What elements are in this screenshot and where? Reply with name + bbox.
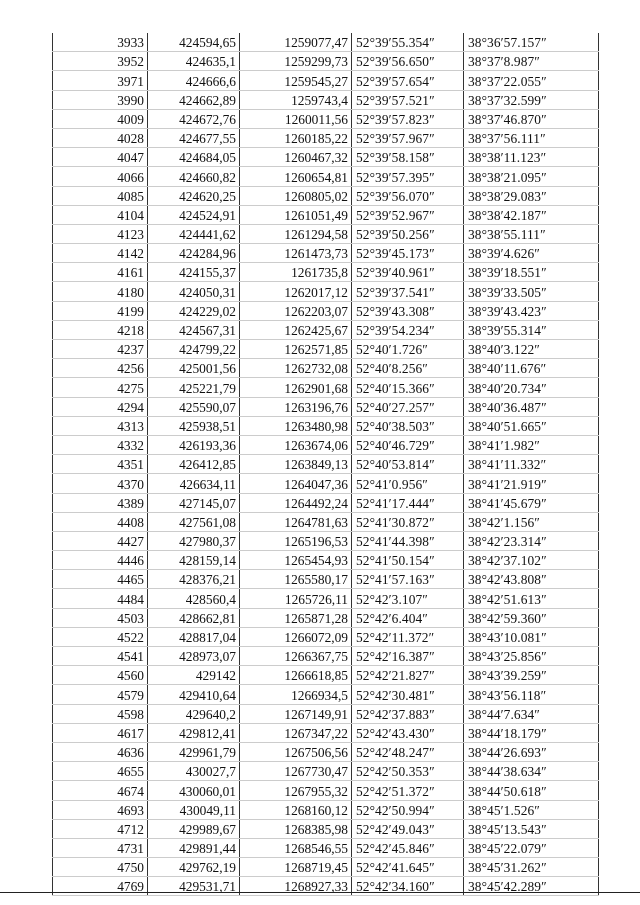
point-number-cell: 4484	[53, 589, 148, 608]
x-coordinate-cell: 424677,55	[148, 128, 240, 147]
latitude-cell: 52°42′37.883″	[352, 704, 464, 723]
longitude-cell: 38°41′21.919″	[464, 474, 599, 493]
latitude-cell: 52°42′11.372″	[352, 627, 464, 646]
x-coordinate-cell: 429640,2	[148, 704, 240, 723]
longitude-cell: 38°42′59.360″	[464, 608, 599, 627]
latitude-cell: 52°42′6.404″	[352, 608, 464, 627]
latitude-cell: 52°41′57.163″	[352, 570, 464, 589]
point-number-cell: 4503	[53, 608, 148, 627]
table-row	[53, 52, 599, 71]
x-coordinate-cell: 428662,81	[148, 608, 240, 627]
longitude-cell: 38°39′55.314″	[464, 320, 599, 339]
x-coordinate-cell: 430060,01	[148, 781, 240, 800]
longitude-cell: 38°39′33.505″	[464, 282, 599, 301]
point-number-cell: 4731	[53, 838, 148, 857]
x-coordinate-cell: 429531,71	[148, 877, 240, 896]
x-coordinate-cell: 428817,04	[148, 627, 240, 646]
x-coordinate-cell: 424635,1	[148, 52, 240, 71]
longitude-cell: 38°40′36.487″	[464, 397, 599, 416]
point-number-cell: 4047	[53, 148, 148, 167]
y-coordinate-cell: 1261735,8	[240, 263, 352, 282]
table-row	[53, 416, 599, 435]
x-coordinate-cell: 424662,89	[148, 90, 240, 109]
table-row	[53, 666, 599, 685]
longitude-cell: 38°39′43.423″	[464, 301, 599, 320]
table-row	[53, 90, 599, 109]
coordinate-table	[52, 33, 599, 896]
point-number-cell: 4275	[53, 378, 148, 397]
x-coordinate-cell: 424666,6	[148, 71, 240, 90]
point-number-cell: 3990	[53, 90, 148, 109]
y-coordinate-cell: 1267149,91	[240, 704, 352, 723]
table-row	[53, 128, 599, 147]
y-coordinate-cell: 1260805,02	[240, 186, 352, 205]
point-number-cell: 4655	[53, 762, 148, 781]
longitude-cell: 38°42′43.808″	[464, 570, 599, 589]
point-number-cell: 4332	[53, 435, 148, 454]
table-row	[53, 435, 599, 454]
point-number-cell: 4104	[53, 205, 148, 224]
longitude-cell: 38°41′1.982″	[464, 435, 599, 454]
x-coordinate-cell: 425221,79	[148, 378, 240, 397]
x-coordinate-cell: 427145,07	[148, 493, 240, 512]
y-coordinate-cell: 1265454,93	[240, 551, 352, 570]
table-row	[53, 148, 599, 167]
point-number-cell: 4370	[53, 474, 148, 493]
point-number-cell: 4085	[53, 186, 148, 205]
y-coordinate-cell: 1264492,24	[240, 493, 352, 512]
point-number-cell: 4617	[53, 723, 148, 742]
longitude-cell: 38°38′21.095″	[464, 167, 599, 186]
longitude-cell: 38°44′18.179″	[464, 723, 599, 742]
y-coordinate-cell: 1259077,47	[240, 33, 352, 52]
latitude-cell: 52°39′43.308″	[352, 301, 464, 320]
longitude-cell: 38°37′8.987″	[464, 52, 599, 71]
latitude-cell: 52°39′40.961″	[352, 263, 464, 282]
latitude-cell: 52°40′15.366″	[352, 378, 464, 397]
y-coordinate-cell: 1263849,13	[240, 455, 352, 474]
table-row	[53, 531, 599, 550]
longitude-cell: 38°44′50.618″	[464, 781, 599, 800]
x-coordinate-cell: 429142	[148, 666, 240, 685]
y-coordinate-cell: 1262571,85	[240, 340, 352, 359]
table-row	[53, 704, 599, 723]
latitude-cell: 52°42′48.247″	[352, 742, 464, 761]
y-coordinate-cell: 1265196,53	[240, 531, 352, 550]
point-number-cell: 4769	[53, 877, 148, 896]
x-coordinate-cell: 428159,14	[148, 551, 240, 570]
y-coordinate-cell: 1266367,75	[240, 647, 352, 666]
point-number-cell: 4712	[53, 819, 148, 838]
y-coordinate-cell: 1260011,56	[240, 109, 352, 128]
point-number-cell: 4142	[53, 244, 148, 263]
latitude-cell: 52°39′57.654″	[352, 71, 464, 90]
longitude-cell: 38°42′37.102″	[464, 551, 599, 570]
latitude-cell: 52°42′3.107″	[352, 589, 464, 608]
longitude-cell: 38°45′13.543″	[464, 819, 599, 838]
table-row	[53, 397, 599, 416]
latitude-cell: 52°39′57.967″	[352, 128, 464, 147]
point-number-cell: 4313	[53, 416, 148, 435]
table-row	[53, 608, 599, 627]
y-coordinate-cell: 1268160,12	[240, 800, 352, 819]
y-coordinate-cell: 1264781,63	[240, 512, 352, 531]
point-number-cell: 4028	[53, 128, 148, 147]
table-row	[53, 762, 599, 781]
point-number-cell: 3933	[53, 33, 148, 52]
y-coordinate-cell: 1268385,98	[240, 819, 352, 838]
x-coordinate-cell: 430027,7	[148, 762, 240, 781]
latitude-cell: 52°40′38.503″	[352, 416, 464, 435]
y-coordinate-cell: 1263196,76	[240, 397, 352, 416]
x-coordinate-cell: 426634,11	[148, 474, 240, 493]
longitude-cell: 38°45′42.289″	[464, 877, 599, 896]
x-coordinate-cell: 427980,37	[148, 531, 240, 550]
x-coordinate-cell: 429961,79	[148, 742, 240, 761]
longitude-cell: 38°42′1.156″	[464, 512, 599, 531]
y-coordinate-cell: 1262732,08	[240, 359, 352, 378]
table-row	[53, 858, 599, 877]
x-coordinate-cell: 429989,67	[148, 819, 240, 838]
table-row	[53, 647, 599, 666]
y-coordinate-cell: 1260185,22	[240, 128, 352, 147]
x-coordinate-cell: 427561,08	[148, 512, 240, 531]
table-row	[53, 742, 599, 761]
point-number-cell: 4237	[53, 340, 148, 359]
y-coordinate-cell: 1265871,28	[240, 608, 352, 627]
x-coordinate-cell: 424441,62	[148, 224, 240, 243]
y-coordinate-cell: 1259743,4	[240, 90, 352, 109]
y-coordinate-cell: 1263480,98	[240, 416, 352, 435]
longitude-cell: 38°40′3.122″	[464, 340, 599, 359]
table-row	[53, 109, 599, 128]
y-coordinate-cell: 1265726,11	[240, 589, 352, 608]
latitude-cell: 52°42′51.372″	[352, 781, 464, 800]
point-number-cell: 4522	[53, 627, 148, 646]
table-row	[53, 800, 599, 819]
latitude-cell: 52°40′8.256″	[352, 359, 464, 378]
latitude-cell: 52°41′50.154″	[352, 551, 464, 570]
point-number-cell: 4294	[53, 397, 148, 416]
y-coordinate-cell: 1262901,68	[240, 378, 352, 397]
table-row	[53, 589, 599, 608]
x-coordinate-cell: 428973,07	[148, 647, 240, 666]
x-coordinate-cell: 426412,85	[148, 455, 240, 474]
longitude-cell: 38°42′51.613″	[464, 589, 599, 608]
point-number-cell: 4389	[53, 493, 148, 512]
x-coordinate-cell: 426193,36	[148, 435, 240, 454]
latitude-cell: 52°39′56.650″	[352, 52, 464, 71]
latitude-cell: 52°42′43.430″	[352, 723, 464, 742]
y-coordinate-cell: 1259545,27	[240, 71, 352, 90]
longitude-cell: 38°43′10.081″	[464, 627, 599, 646]
table-row	[53, 186, 599, 205]
y-coordinate-cell: 1268546,55	[240, 838, 352, 857]
y-coordinate-cell: 1266072,09	[240, 627, 352, 646]
y-coordinate-cell: 1261473,73	[240, 244, 352, 263]
latitude-cell: 52°40′27.257″	[352, 397, 464, 416]
point-number-cell: 4427	[53, 531, 148, 550]
latitude-cell: 52°39′45.173″	[352, 244, 464, 263]
longitude-cell: 38°43′39.259″	[464, 666, 599, 685]
latitude-cell: 52°40′53.814″	[352, 455, 464, 474]
latitude-cell: 52°42′30.481″	[352, 685, 464, 704]
y-coordinate-cell: 1260467,32	[240, 148, 352, 167]
latitude-cell: 52°39′55.354″	[352, 33, 464, 52]
table-row	[53, 33, 599, 52]
y-coordinate-cell: 1263674,06	[240, 435, 352, 454]
table-row	[53, 819, 599, 838]
longitude-cell: 38°38′55.111″	[464, 224, 599, 243]
point-number-cell: 4579	[53, 685, 148, 704]
point-number-cell: 4465	[53, 570, 148, 589]
x-coordinate-cell: 425001,56	[148, 359, 240, 378]
table-row	[53, 263, 599, 282]
longitude-cell: 38°42′23.314″	[464, 531, 599, 550]
x-coordinate-cell: 424567,31	[148, 320, 240, 339]
table-row	[53, 723, 599, 742]
coordinate-table-body	[53, 33, 599, 896]
point-number-cell: 4598	[53, 704, 148, 723]
y-coordinate-cell: 1265580,17	[240, 570, 352, 589]
latitude-cell: 52°42′41.645″	[352, 858, 464, 877]
x-coordinate-cell: 424229,02	[148, 301, 240, 320]
point-number-cell: 4066	[53, 167, 148, 186]
table-row	[53, 340, 599, 359]
point-number-cell: 4674	[53, 781, 148, 800]
x-coordinate-cell: 424284,96	[148, 244, 240, 263]
point-number-cell: 4123	[53, 224, 148, 243]
point-number-cell: 4161	[53, 263, 148, 282]
x-coordinate-cell: 424672,76	[148, 109, 240, 128]
latitude-cell: 52°39′52.967″	[352, 205, 464, 224]
longitude-cell: 38°44′38.634″	[464, 762, 599, 781]
longitude-cell: 38°38′11.123″	[464, 148, 599, 167]
latitude-cell: 52°41′17.444″	[352, 493, 464, 512]
longitude-cell: 38°39′4.626″	[464, 244, 599, 263]
point-number-cell: 4199	[53, 301, 148, 320]
longitude-cell: 38°37′22.055″	[464, 71, 599, 90]
table-row	[53, 781, 599, 800]
x-coordinate-cell: 424594,65	[148, 33, 240, 52]
latitude-cell: 52°42′45.846″	[352, 838, 464, 857]
x-coordinate-cell: 425590,07	[148, 397, 240, 416]
point-number-cell: 4256	[53, 359, 148, 378]
table-row	[53, 474, 599, 493]
latitude-cell: 52°42′50.994″	[352, 800, 464, 819]
x-coordinate-cell: 430049,11	[148, 800, 240, 819]
y-coordinate-cell: 1266934,5	[240, 685, 352, 704]
table-row	[53, 320, 599, 339]
table-row	[53, 877, 599, 896]
point-number-cell: 4408	[53, 512, 148, 531]
latitude-cell: 52°39′56.070″	[352, 186, 464, 205]
y-coordinate-cell: 1267506,56	[240, 742, 352, 761]
latitude-cell: 52°39′58.158″	[352, 148, 464, 167]
longitude-cell: 38°38′29.083″	[464, 186, 599, 205]
y-coordinate-cell: 1267955,32	[240, 781, 352, 800]
table-row	[53, 570, 599, 589]
point-number-cell: 4693	[53, 800, 148, 819]
longitude-cell: 38°43′56.118″	[464, 685, 599, 704]
table-row	[53, 205, 599, 224]
point-number-cell: 3952	[53, 52, 148, 71]
y-coordinate-cell: 1267347,22	[240, 723, 352, 742]
latitude-cell: 52°41′0.956″	[352, 474, 464, 493]
y-coordinate-cell: 1262203,07	[240, 301, 352, 320]
point-number-cell: 4351	[53, 455, 148, 474]
longitude-cell: 38°44′26.693″	[464, 742, 599, 761]
longitude-cell: 38°39′18.551″	[464, 263, 599, 282]
longitude-cell: 38°45′22.079″	[464, 838, 599, 857]
point-number-cell: 3971	[53, 71, 148, 90]
point-number-cell: 4636	[53, 742, 148, 761]
point-number-cell: 4218	[53, 320, 148, 339]
longitude-cell: 38°40′20.734″	[464, 378, 599, 397]
x-coordinate-cell: 429812,41	[148, 723, 240, 742]
x-coordinate-cell: 424660,82	[148, 167, 240, 186]
coordinate-table-page	[52, 33, 598, 896]
longitude-cell: 38°41′11.332″	[464, 455, 599, 474]
latitude-cell: 52°39′54.234″	[352, 320, 464, 339]
y-coordinate-cell: 1264047,36	[240, 474, 352, 493]
x-coordinate-cell: 424799,22	[148, 340, 240, 359]
table-row	[53, 685, 599, 704]
table-row	[53, 359, 599, 378]
latitude-cell: 52°40′46.729″	[352, 435, 464, 454]
longitude-cell: 38°37′46.870″	[464, 109, 599, 128]
latitude-cell: 52°41′44.398″	[352, 531, 464, 550]
table-row	[53, 301, 599, 320]
point-number-cell: 4446	[53, 551, 148, 570]
x-coordinate-cell: 424524,91	[148, 205, 240, 224]
longitude-cell: 38°43′25.856″	[464, 647, 599, 666]
latitude-cell: 52°42′34.160″	[352, 877, 464, 896]
table-row	[53, 282, 599, 301]
longitude-cell: 38°44′7.634″	[464, 704, 599, 723]
page-bottom-rule	[0, 892, 640, 893]
longitude-cell: 38°37′56.111″	[464, 128, 599, 147]
latitude-cell: 52°42′49.043″	[352, 819, 464, 838]
x-coordinate-cell: 429762,19	[148, 858, 240, 877]
point-number-cell: 4750	[53, 858, 148, 877]
point-number-cell: 4009	[53, 109, 148, 128]
table-row	[53, 493, 599, 512]
longitude-cell: 38°45′31.262″	[464, 858, 599, 877]
point-number-cell: 4541	[53, 647, 148, 666]
table-row	[53, 167, 599, 186]
x-coordinate-cell: 424620,25	[148, 186, 240, 205]
latitude-cell: 52°39′57.521″	[352, 90, 464, 109]
latitude-cell: 52°42′21.827″	[352, 666, 464, 685]
x-coordinate-cell: 424155,37	[148, 263, 240, 282]
y-coordinate-cell: 1262425,67	[240, 320, 352, 339]
x-coordinate-cell: 429410,64	[148, 685, 240, 704]
latitude-cell: 52°42′50.353″	[352, 762, 464, 781]
point-number-cell: 4560	[53, 666, 148, 685]
x-coordinate-cell: 424050,31	[148, 282, 240, 301]
longitude-cell: 38°37′32.599″	[464, 90, 599, 109]
table-row	[53, 838, 599, 857]
x-coordinate-cell: 429891,44	[148, 838, 240, 857]
longitude-cell: 38°45′1.526″	[464, 800, 599, 819]
y-coordinate-cell: 1259299,73	[240, 52, 352, 71]
y-coordinate-cell: 1268719,45	[240, 858, 352, 877]
latitude-cell: 52°42′16.387″	[352, 647, 464, 666]
table-row	[53, 378, 599, 397]
table-row	[53, 224, 599, 243]
y-coordinate-cell: 1268927,33	[240, 877, 352, 896]
y-coordinate-cell: 1261294,58	[240, 224, 352, 243]
x-coordinate-cell: 425938,51	[148, 416, 240, 435]
y-coordinate-cell: 1262017,12	[240, 282, 352, 301]
latitude-cell: 52°39′50.256″	[352, 224, 464, 243]
y-coordinate-cell: 1260654,81	[240, 167, 352, 186]
y-coordinate-cell: 1266618,85	[240, 666, 352, 685]
x-coordinate-cell: 424684,05	[148, 148, 240, 167]
y-coordinate-cell: 1267730,47	[240, 762, 352, 781]
y-coordinate-cell: 1261051,49	[240, 205, 352, 224]
longitude-cell: 38°36′57.157″	[464, 33, 599, 52]
table-row	[53, 71, 599, 90]
table-row	[53, 244, 599, 263]
longitude-cell: 38°40′11.676″	[464, 359, 599, 378]
longitude-cell: 38°41′45.679″	[464, 493, 599, 512]
table-row	[53, 551, 599, 570]
x-coordinate-cell: 428376,21	[148, 570, 240, 589]
latitude-cell: 52°39′57.823″	[352, 109, 464, 128]
x-coordinate-cell: 428560,4	[148, 589, 240, 608]
longitude-cell: 38°40′51.665″	[464, 416, 599, 435]
table-row	[53, 512, 599, 531]
point-number-cell: 4180	[53, 282, 148, 301]
latitude-cell: 52°39′57.395″	[352, 167, 464, 186]
table-row	[53, 455, 599, 474]
table-row	[53, 627, 599, 646]
latitude-cell: 52°39′37.541″	[352, 282, 464, 301]
longitude-cell: 38°38′42.187″	[464, 205, 599, 224]
latitude-cell: 52°41′30.872″	[352, 512, 464, 531]
latitude-cell: 52°40′1.726″	[352, 340, 464, 359]
